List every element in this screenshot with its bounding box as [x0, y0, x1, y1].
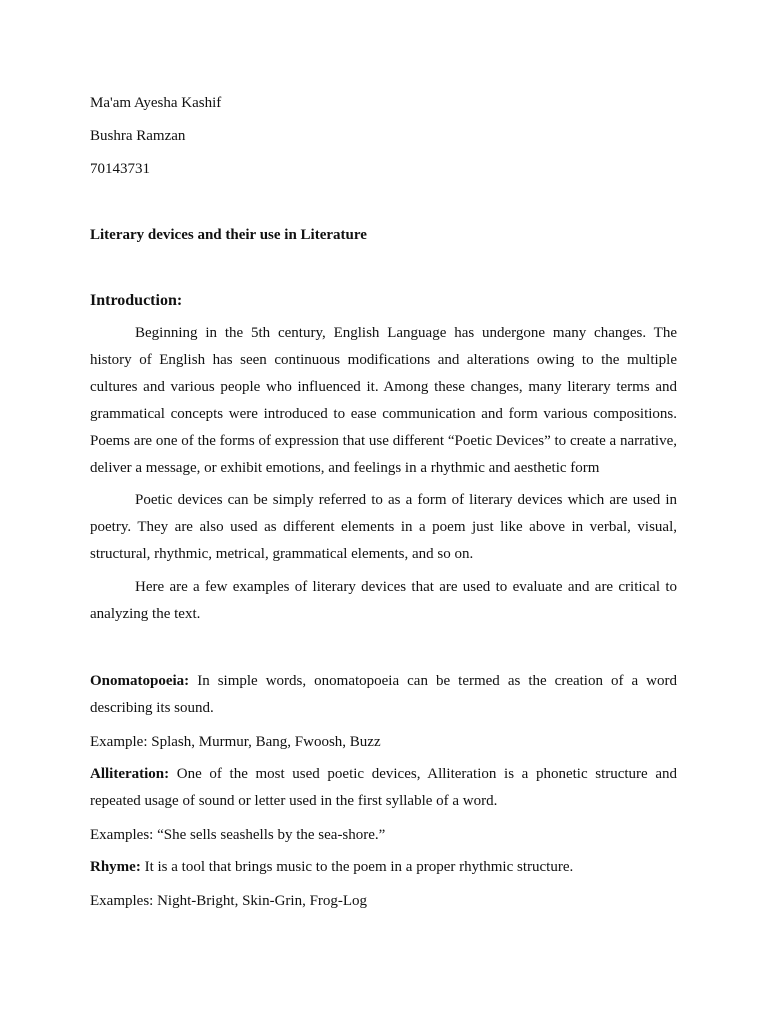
onomatopoeia-term: Onomatopoeia: [90, 673, 190, 689]
alliteration-definition [90, 761, 677, 815]
onomatopoeia-definition [90, 668, 677, 722]
rhyme-term: Rhyme: [90, 859, 141, 875]
alliteration-text: One of the most used poetic devices, Alliteration is a phonetic structure and repeated usage of sound or letter used in the first syllable of a word. [90, 766, 677, 809]
onomatopoeia-text: In simple words, onomatopoeia can be termed as the creation of a word describing its sound. [90, 673, 678, 716]
onomatopoeia-example: Example: Splash, Murmur, Bang, Fwoosh, Buzz [90, 734, 381, 750]
rhyme-text: It is a tool that brings music to the poem in a proper rhythmic structure. [144, 859, 574, 875]
alliteration-term: Alliteration: [90, 766, 170, 782]
alliteration-example: Examples: “She sells seashells by the sea-shore.” [90, 827, 386, 843]
rhyme-definition [90, 854, 677, 881]
intro-paragraph-3: Here are a few examples of literary devices that are used to evaluate and are critical to analyzing the text. [90, 579, 677, 622]
rhyme-example: Examples: Night-Bright, Skin-Grin, Frog-Log [90, 893, 368, 909]
student-name: Bushra Ramzan [90, 128, 186, 144]
intro-paragraph-2: Poetic devices can be simply referred to as a form of literary devices which are used in poetry. They are also used as different elements in a poem just like above in verbal, visual, structural, rhythmic, metrical, grammatical elements, and so on. [90, 492, 677, 562]
document-title: Literary devices and their use in Literature [90, 227, 367, 243]
intro-paragraph-1: Beginning in the 5th century, English Language has undergone many changes. The history of English has seen continuous modifications and alterations owing to the multiple cultures and various people who influenced it. Among these changes, many literary terms and grammatical concepts were introduced to ease communication and form various compositions. Poems are one of the forms of expression that use different “Poetic Devices” to create a narrative, deliver a message, or exhibit emotions, and feelings in a rhythmic and aesthetic form [90, 325, 677, 476]
student-id: 70143731 [90, 161, 150, 177]
teacher-name: Ma'am Ayesha Kashif [90, 95, 222, 111]
introduction-heading: Introduction: [90, 292, 183, 309]
